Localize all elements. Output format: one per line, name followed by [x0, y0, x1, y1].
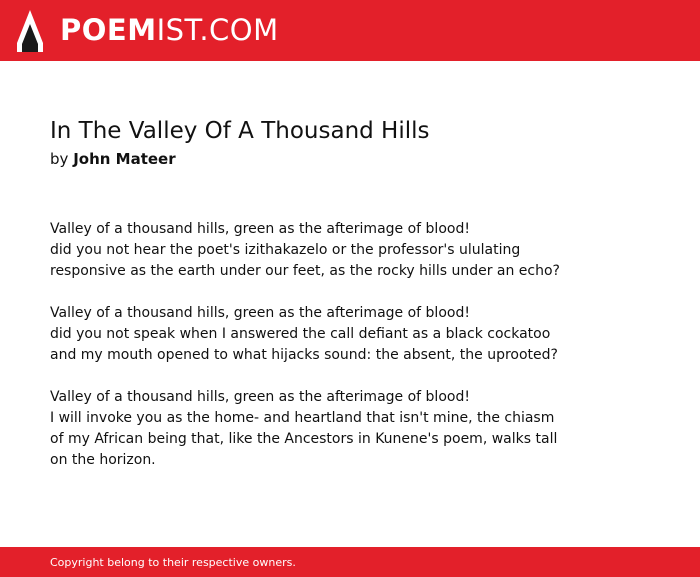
copyright-text: Copyright belong to their respective owners. — [50, 556, 296, 569]
by-label: by — [50, 150, 69, 168]
poem-line: I will invoke you as the home- and heartland that isn't mine, the chiasm — [50, 410, 555, 426]
poem-body — [50, 219, 650, 492]
poem-line: did you not hear the poet's izithakazelo or the professor's ululating — [50, 242, 521, 258]
poem-line: Valley of a thousand hills, green as the afterimage of blood! — [50, 221, 470, 237]
brand-name — [60, 0, 279, 61]
site-logo[interactable] — [17, 0, 279, 61]
poem-line: on the horizon. — [50, 452, 156, 468]
poem-line: and my mouth opened to what hijacks sound: the absent, the uprooted? — [50, 347, 558, 363]
footer-bar — [0, 547, 700, 577]
poem-line: Valley of a thousand hills, green as the afterimage of blood! — [50, 389, 470, 405]
poem-line: Valley of a thousand hills, green as the afterimage of blood! — [50, 305, 470, 321]
header-bar — [0, 0, 700, 61]
author-name[interactable]: John Mateer — [73, 150, 176, 168]
brand-name-light: IST.COM — [156, 13, 279, 47]
poem-line: did you not speak when I answered the call defiant as a black cockatoo — [50, 326, 551, 342]
stanza — [50, 219, 650, 282]
byline — [50, 149, 176, 169]
pencil-icon — [17, 10, 43, 52]
stanza — [50, 303, 650, 366]
poem-line: responsive as the earth under our feet, as the rocky hills under an echo? — [50, 263, 560, 279]
poem-line: of my African being that, like the Ancestors in Kunene's poem, walks tall — [50, 431, 558, 447]
poem-title: In The Valley Of A Thousand Hills — [50, 118, 430, 144]
stanza — [50, 387, 650, 471]
brand-name-bold: POEM — [60, 13, 157, 47]
